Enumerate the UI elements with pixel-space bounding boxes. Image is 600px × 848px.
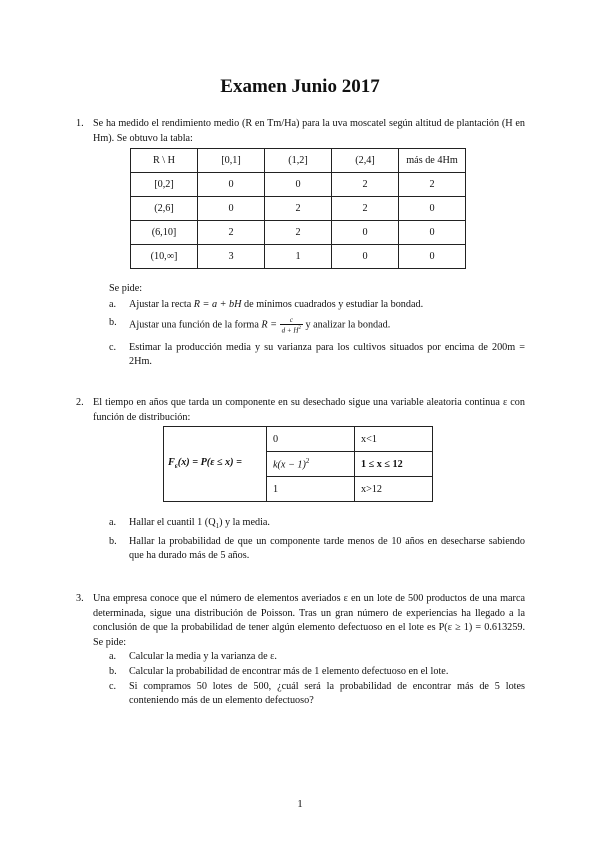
piece-condition: 1 ≤ x ≤ 12 (355, 452, 433, 477)
formula: R = a + bH (193, 298, 242, 310)
numerator-text: c (289, 316, 293, 325)
part-text: de mínimos cuadrados y estudiar la bondad. (244, 298, 424, 310)
question-intro: Se ha medido el rendimiento medio (R en Tm/Ha) para la uva moscatel según altitud de plantación (H en Hm). Se obtuvo la tabla: (93, 118, 525, 144)
part-text: Hallar el cuantil 1 (Q (129, 517, 216, 528)
table-cell: 0 (198, 173, 265, 197)
expression-text: k(x − 1) (273, 459, 306, 471)
part-a (93, 650, 525, 665)
table-cell: 0 (399, 197, 466, 221)
table-header-cell: R \ H (131, 149, 198, 173)
question-1-parts (93, 282, 525, 370)
question-3 (76, 592, 525, 709)
table-cell: [0,2] (131, 173, 198, 197)
question-2 (76, 396, 525, 425)
part-text: Si compramos 50 lotes de 500, ¿cuál será la probabilidad de encontrar más de 5 lotes conteniendo más de un elemento defectuoso? (129, 680, 525, 707)
table-cell: 0 (332, 245, 399, 269)
table-row (131, 221, 466, 245)
function-rest: (x) = P(ε ≤ x) = (177, 457, 242, 469)
part-b (93, 535, 525, 564)
part-b (93, 665, 525, 680)
table-cell: 3 (198, 245, 265, 269)
denominator-text: d + H (281, 326, 299, 335)
se-pide-label: Se pide: (109, 283, 143, 294)
function-definition (164, 427, 267, 502)
piece-condition: x<1 (355, 427, 433, 452)
part-label: c. (109, 680, 117, 692)
part-text: Ajustar la recta (129, 298, 192, 310)
part-a (93, 516, 525, 534)
table-cell: 0 (399, 245, 466, 269)
function-subscript: ε (174, 462, 178, 471)
question-intro: Una empresa conoce que el número de elementos averiados ε en un lote de 500 productos de una marca determinada, sigue una distribución de Poisson. Tras un gran número de experiencias ha llegado a la conclusión de que la probabilidad de tener algún elemento defectuoso en el lote es P(ε ≥ 1) = 0.613259. Se pide: (93, 593, 525, 648)
table-row (131, 245, 466, 269)
table-cell: 2 (265, 221, 332, 245)
fraction-numerator (280, 316, 303, 325)
fraction-denominator (280, 325, 303, 334)
table-cell: 2 (399, 173, 466, 197)
part-text: Ajustar una función de la forma (129, 319, 259, 331)
formula-lhs: R = (261, 319, 278, 331)
part-label: a. (109, 517, 117, 528)
page-title: Examen Junio 2017 (220, 76, 380, 97)
table-cell: 2 (198, 221, 265, 245)
table-header-cell: (1,2] (265, 149, 332, 173)
part-label: b. (109, 317, 117, 329)
question-number: 1. (76, 118, 84, 129)
page-number: 1 (297, 798, 303, 810)
table-cell: (2,6] (131, 197, 198, 221)
table-cell: 2 (332, 173, 399, 197)
part-label: a. (109, 298, 117, 310)
part-text: Calcular la probabilidad de encontrar más de 1 elemento defectuoso en el lote. (129, 665, 449, 677)
piece-expression: 1 (267, 477, 355, 502)
piece-expression: 0 (267, 427, 355, 452)
table-cell: 0 (198, 197, 265, 221)
table-row (131, 173, 466, 197)
table-cell: 2 (332, 197, 399, 221)
part-c (93, 680, 525, 709)
table-row (131, 197, 466, 221)
table-cell: 2 (265, 197, 332, 221)
part-label: b. (109, 665, 117, 677)
table-header-cell: [0,1] (198, 149, 265, 173)
question-2-parts (93, 516, 525, 564)
question-1 (76, 117, 525, 146)
part-a (93, 298, 525, 313)
part-label: a. (109, 651, 117, 663)
piece-condition: x>12 (355, 477, 433, 502)
table-cell: 0 (399, 221, 466, 245)
part-c (93, 341, 525, 370)
part-text: ) y la media. (219, 517, 270, 528)
part-b (93, 316, 525, 334)
yield-table (130, 148, 466, 269)
table-header-cell: (2,4] (332, 149, 399, 173)
piece-expression (267, 452, 355, 477)
part-label: b. (109, 535, 117, 547)
table-row (164, 427, 433, 452)
function-name: F (168, 457, 175, 469)
table-cell: 0 (332, 221, 399, 245)
question-intro: El tiempo en años que tarda un componente en su desechado sigue una variable aleatoria continua ε con función de distribución: (93, 397, 525, 423)
distribution-table (163, 426, 433, 502)
part-text: Estimar la producción media y su varianza para los cultivos situados por encima de 200m = 2Hm. (129, 341, 525, 368)
question-number: 3. (76, 593, 84, 604)
table-header-row (131, 149, 466, 173)
part-text: Calcular la media y la varianza de ε. (129, 651, 277, 663)
subscript: 1 (215, 522, 220, 531)
exponent: 2 (298, 326, 301, 332)
part-text: Hallar la probabilidad de que un componente tarde menos de 10 años en desecharse sabiendo que ha durado más de 5 años. (129, 535, 525, 562)
part-label: c. (109, 341, 117, 353)
table-cell: 0 (265, 173, 332, 197)
fraction (280, 316, 303, 334)
exponent: 2 (305, 457, 310, 466)
part-text: y analizar la bondad. (305, 319, 391, 331)
question-number: 2. (76, 397, 84, 408)
table-cell: (10,∞] (131, 245, 198, 269)
table-cell: (6,10] (131, 221, 198, 245)
table-header-cell: más de 4Hm (399, 149, 466, 173)
table-cell: 1 (265, 245, 332, 269)
